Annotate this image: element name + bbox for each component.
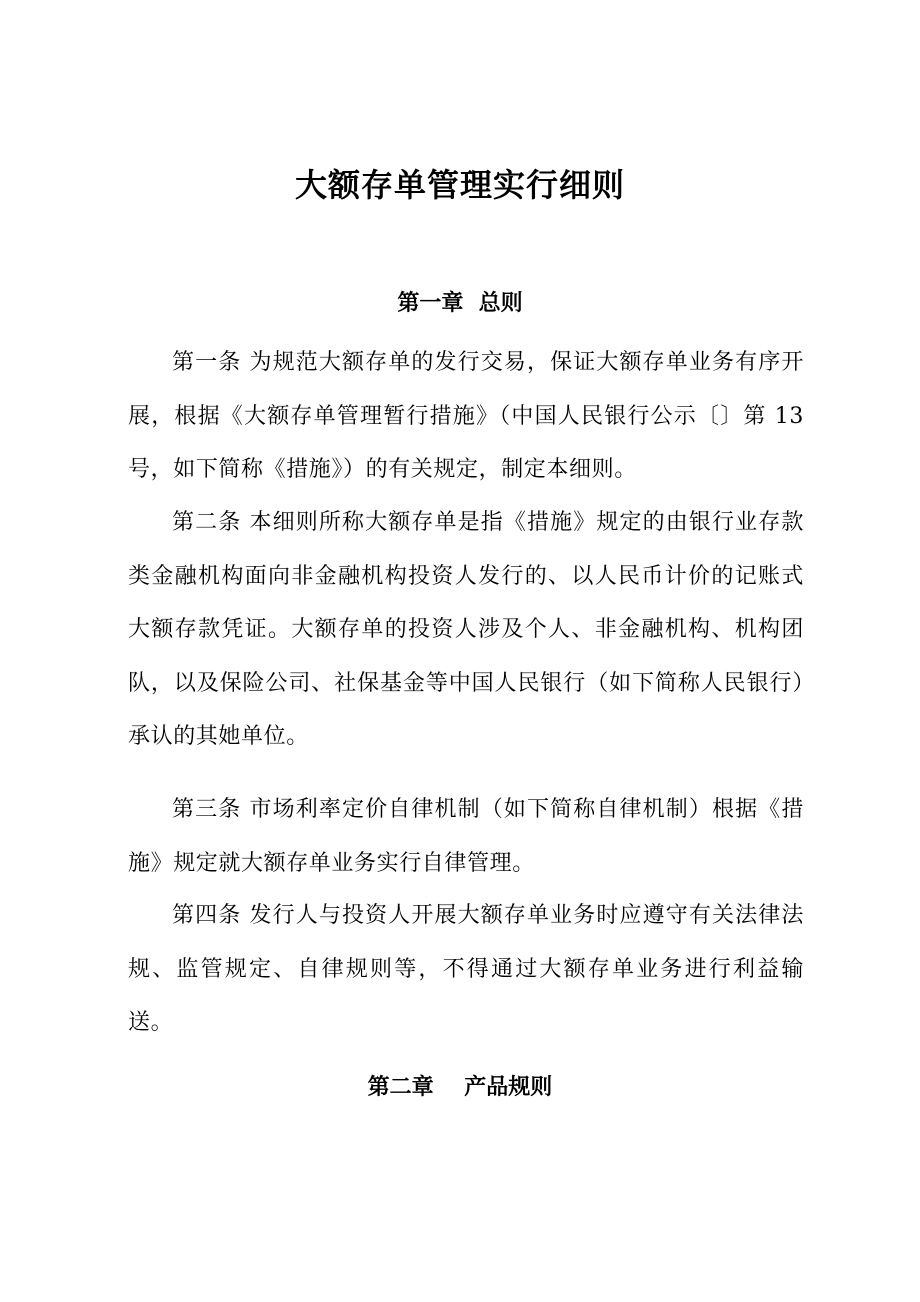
article-2: 第二条 本细则所称大额存单是指《措施》规定的由银行业存款类金融机构面向非金融机构投资人发行的、以人民币计价的记账式大额存款凭证。大额存单的投资人涉及个人、非金融机构、机构团队，以及保险公司、社保基金等中国人民银行（如下简称人民银行）承认的其她单位。 bbox=[128, 510, 804, 749]
article-1: 第一条 为规范大额存单的发行交易，保证大额存单业务有序开展，根据《大额存单管理暂行措施》（中国人民银行公示〔〕第 13 号，如下简称《措施》）的有关规定，制定本细则。 bbox=[128, 350, 804, 482]
document-title: 大额存单管理实行细则 bbox=[294, 166, 625, 204]
chapter-heading-2: 第二章 产品规则 bbox=[367, 1074, 553, 1100]
chapter-heading-1: 第一章 总则 bbox=[397, 290, 523, 316]
article-4: 第四条 发行人与投资人开展大额存单业务时应遵守有关法律法规、监管规定、自律规则等，不得通过大额存单业务进行利益输送。 bbox=[128, 903, 804, 1035]
article-3: 第三条 市场利率定价自律机制（如下简称自律机制）根据《措施》规定就大额存单业务实行自律管理。 bbox=[128, 797, 804, 876]
